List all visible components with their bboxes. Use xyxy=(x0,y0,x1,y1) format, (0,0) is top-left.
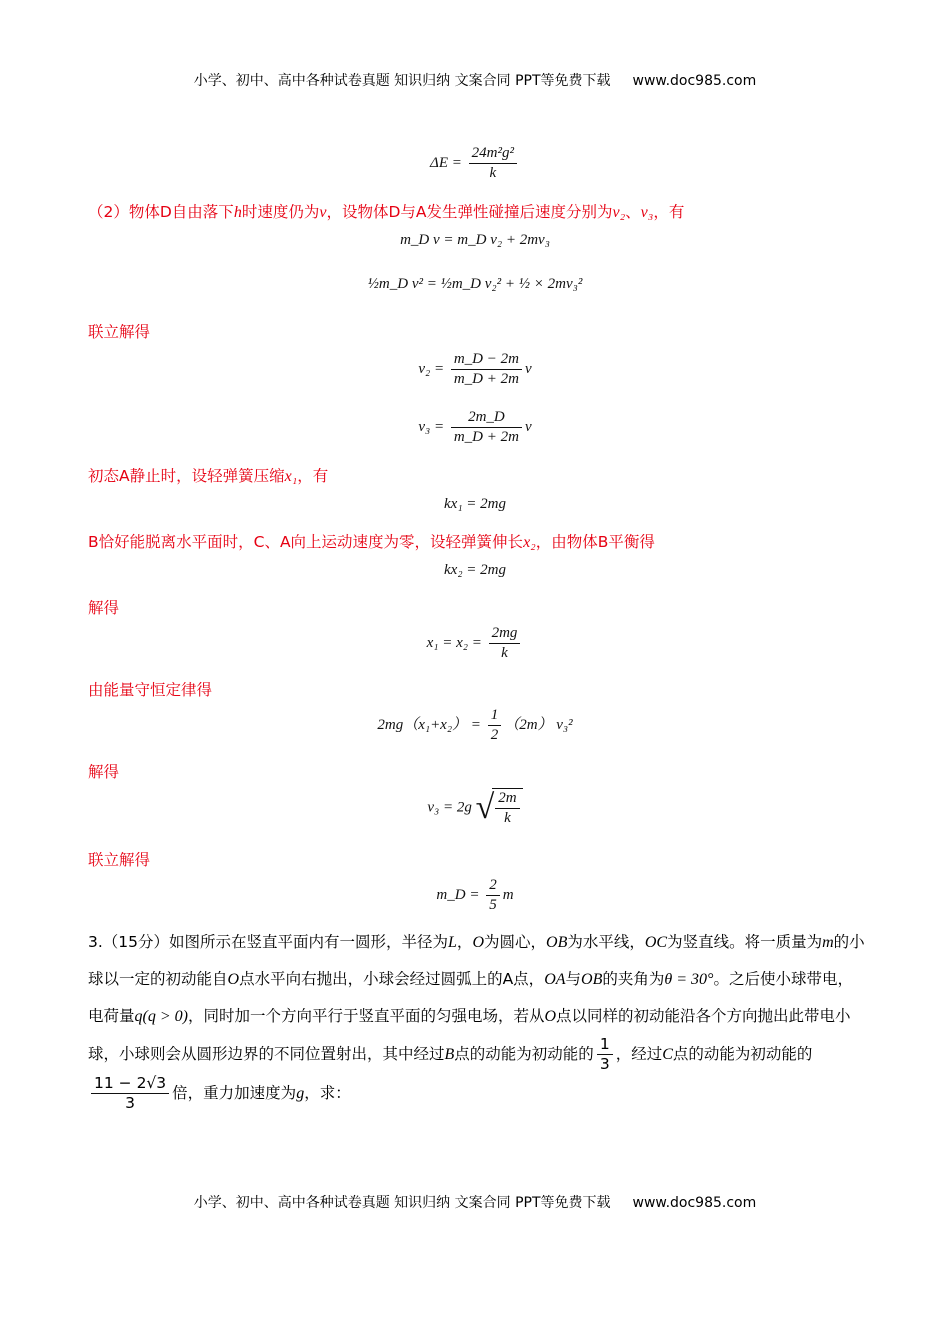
part2-sep: 、 xyxy=(625,203,641,221)
equation-delta-e xyxy=(0,144,950,183)
p3-t7: 点水平向右抛出，小球会经过圆弧上的A点， xyxy=(239,970,545,988)
var-C: C xyxy=(662,1046,673,1063)
var-OA: OA xyxy=(544,971,566,988)
eq5-lhs: v₃ = xyxy=(418,418,445,435)
eq4-rhs: v xyxy=(524,360,532,377)
p3-frac1-den: 3 xyxy=(599,1055,610,1073)
var-OB: OB xyxy=(546,934,568,951)
p3-t6: 的小球以一定的初动能自 xyxy=(88,933,865,988)
eq9-rhs: （2m） v₃² xyxy=(504,716,573,733)
eq10-den: k xyxy=(504,810,511,826)
eq4-lhs: v₂ = xyxy=(418,360,445,377)
p3-t16: 倍，重力加速度为 xyxy=(172,1084,297,1102)
var-O3: O xyxy=(544,1008,557,1025)
page-footer xyxy=(0,1192,950,1212)
sqrt-symbol: √ $\frac{2m}{k}$ xyxy=(476,788,523,828)
var-OB2: OB xyxy=(581,971,603,988)
p3-t11: ，同时加一个方向平行于竖直平面的匀强电场，若从 xyxy=(187,1007,545,1025)
problem-3 xyxy=(88,924,868,1113)
equation-v2 xyxy=(0,350,950,389)
initial-state-prefix: 初态A静止时，设轻弹簧压缩 xyxy=(88,467,285,485)
eq8-den: k xyxy=(501,645,508,661)
var-x1: x₁ xyxy=(284,468,298,485)
p3-t8: 与 xyxy=(565,970,582,988)
var-OC: OC xyxy=(644,934,668,951)
eq8-fraction xyxy=(489,624,521,663)
p3-t3: 为圆心， xyxy=(484,933,547,951)
equation-v3 xyxy=(0,408,950,447)
p3-t12: 点以同样的初动能沿各个方向抛出此带电小球，小球则会从圆形边界的不同位置射出，其中经过 xyxy=(88,1007,851,1063)
p3-frac2 xyxy=(91,1074,169,1113)
eq4-den: m_D + 2m xyxy=(453,371,519,387)
equation-energy: ½m_D v² = ½m_D v₂² + ½ × 2mv₃² xyxy=(367,276,583,292)
eq9-fraction xyxy=(488,706,502,745)
equation-kx1: kx₁ = 2mg xyxy=(444,496,506,512)
equation-v3-result xyxy=(0,788,950,828)
p3-frac2-num: 11 − 2√3 xyxy=(91,1074,169,1094)
var-x2: x₂ xyxy=(523,534,536,551)
equation-momentum: m_D v = m_D v₂ + 2mv₃ xyxy=(400,232,550,248)
var-O: O xyxy=(472,934,484,951)
p3-t5: 为竖直线。将一质量为 xyxy=(667,933,823,951)
eq5-den: m_D + 2m xyxy=(453,429,519,445)
eq10-num: 2m xyxy=(495,789,519,809)
b-lift-text xyxy=(88,530,655,552)
label-lianli-1: 联立解得 xyxy=(88,323,151,341)
equation-kx2: kx₂ = 2mg xyxy=(444,562,506,578)
eq9-num: 1 xyxy=(488,706,502,726)
eq9-den: 2 xyxy=(490,727,499,743)
equation-energy-conservation xyxy=(0,706,950,745)
p3-t2: ， xyxy=(456,933,473,951)
part2-mid2: ，设物体D与A发生弹性碰撞后速度分别为 xyxy=(326,203,613,221)
footer-text: 小学、初中、高中各种试卷真题 知识归纳 文案合同 PPT等免费下载 xyxy=(193,1195,611,1211)
eq5-num: 2m_D xyxy=(451,408,522,428)
initial-state-text xyxy=(88,464,328,486)
p3-frac1 xyxy=(597,1035,613,1074)
p3-t1: 3.（15分）如图所示在竖直平面内有一圆形，半径为 xyxy=(88,933,449,951)
var-L: L xyxy=(448,934,457,951)
footer-url[interactable]: www.doc985.com xyxy=(632,1195,757,1211)
eq11-rhs: m xyxy=(502,886,514,903)
eq1-lhs: ΔE = xyxy=(430,154,462,171)
equation-md xyxy=(0,876,950,915)
eq10-fraction xyxy=(495,789,519,828)
eq11-lhs: m_D = xyxy=(436,886,480,903)
page-header xyxy=(0,70,950,90)
p3-t17: ，求： xyxy=(304,1084,351,1102)
eq1-fraction xyxy=(469,144,517,183)
eq8-num: 2mg xyxy=(489,624,521,644)
label-energy-conservation: 由能量守恒定律得 xyxy=(88,681,213,699)
initial-state-suffix: ，有 xyxy=(297,467,329,485)
part2-mid1: 时速度仍为 xyxy=(241,203,320,221)
eq5-rhs: v xyxy=(524,418,532,435)
var-m: m xyxy=(822,934,834,951)
var-O2: O xyxy=(227,971,240,988)
b-lift-prefix: B恰好能脱离水平面时，C、A向上运动速度为零，设轻弹簧伸长 xyxy=(88,533,524,551)
eq11-fraction xyxy=(486,876,500,915)
eq11-num: 2 xyxy=(486,876,500,896)
header-text: 小学、初中、高中各种试卷真题 知识归纳 文案合同 PPT等免费下载 xyxy=(193,73,611,89)
eq11-den: 5 xyxy=(489,897,497,913)
eq1-den: k xyxy=(489,165,497,181)
eq4-num: m_D − 2m xyxy=(451,350,522,370)
eq4-fraction xyxy=(451,350,522,389)
p3-t4: 为水平线， xyxy=(567,933,645,951)
p3-t10: 。之后使小球带电，电荷量 xyxy=(88,970,853,1025)
p3-t9: 的夹角为 xyxy=(602,970,665,988)
part2-prefix: （2）物体D自由落下 xyxy=(88,203,234,221)
b-lift-suffix: ，由物体B平衡得 xyxy=(535,533,655,551)
equation-x1-x2 xyxy=(0,624,950,663)
part2-intro xyxy=(88,200,684,222)
label-jiede-2: 解得 xyxy=(88,763,120,781)
eq10-lhs: v₃ = 2g xyxy=(427,799,472,816)
p3-t13: 点的动能为初动能的 xyxy=(454,1045,594,1063)
p3-frac1-num: 1 xyxy=(597,1035,613,1055)
var-q: q(q > 0) xyxy=(134,1008,188,1025)
part2-suffix: ，有 xyxy=(653,203,685,221)
header-url[interactable]: www.doc985.com xyxy=(632,73,757,89)
label-lianli-2: 联立解得 xyxy=(88,851,151,869)
p3-t15: 点的动能为初动能的 xyxy=(672,1045,813,1063)
eq5-fraction xyxy=(451,408,522,447)
var-v: v xyxy=(319,204,327,221)
var-v3: v₃ xyxy=(640,204,654,221)
var-h: h xyxy=(233,204,242,221)
eq1-num: 24m²g² xyxy=(469,144,517,164)
eq9-lhs: 2mg（x₁+x₂） = xyxy=(377,716,481,733)
label-jiede-1: 解得 xyxy=(88,599,120,617)
var-theta: θ = 30° xyxy=(664,971,714,988)
p3-frac2-den: 3 xyxy=(125,1094,136,1112)
eq8-lhs: x₁ = x₂ = xyxy=(426,634,482,651)
p3-t14: ，经过 xyxy=(615,1045,663,1063)
var-v2: v₂ xyxy=(612,204,626,221)
var-B: B xyxy=(444,1046,455,1063)
var-g: g xyxy=(296,1085,305,1102)
